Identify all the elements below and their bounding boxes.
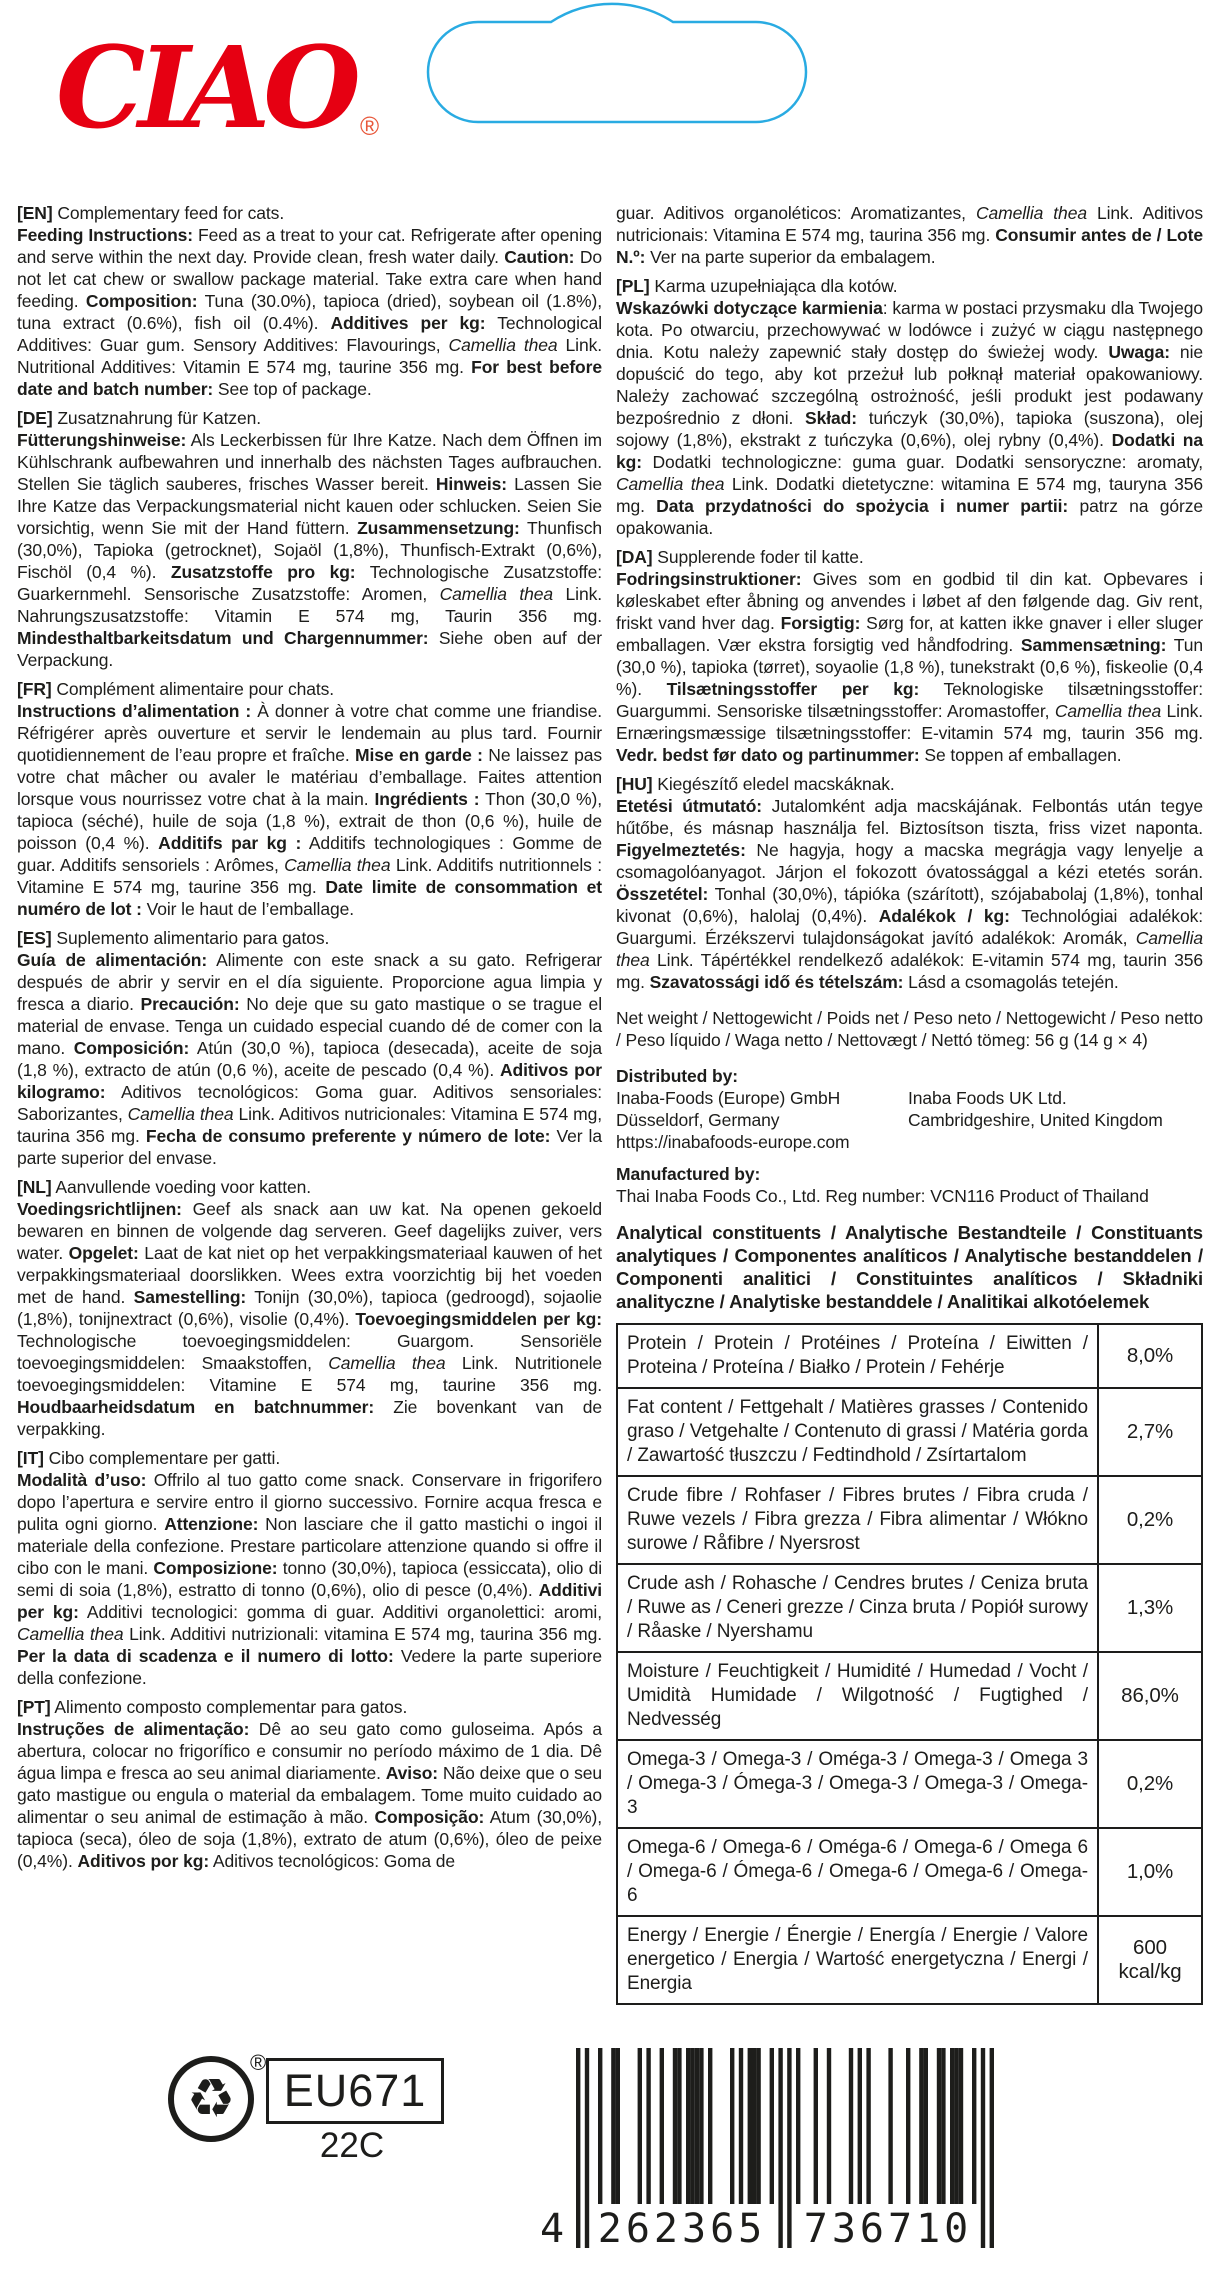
constituent-label: Omega-3 / Omega-3 / Oméga-3 / Omega-3 / Omega 3 / Omega-3 / Ómega-3 / Omega-3 / Omega-3 / Omega-3 xyxy=(617,1740,1098,1828)
fr-intro: [FR] Complément alimentaire pour chats. xyxy=(17,679,335,699)
analytical-row xyxy=(617,1324,1202,1388)
constituent-value: 1,3% xyxy=(1098,1564,1202,1652)
distributor-uk xyxy=(908,1087,1203,1153)
distributor-europe xyxy=(616,1087,908,1153)
analytical-row xyxy=(617,1388,1202,1476)
constituent-value: 0,2% xyxy=(1098,1476,1202,1564)
nl-intro: [NL] Aanvullende voeding voor katten. xyxy=(17,1177,311,1197)
address-line: Inaba-Foods (Europe) GmbH xyxy=(616,1088,841,1108)
distributor-block xyxy=(616,1065,1203,1153)
pl-body: Wskazówki dotyczące karmienia: karma w postaci przysmaku dla Twojego kota. Po otwarciu, przechowywać w lodówce i zużyć w ciągu następnego dnia. Kotu należy zapewnić stały dostęp do świeżej wody. Uwaga: nie dopuścić do tego, aby kot przeżuł lub połknął materiał opakowaniowy. Należy zachować szczególną ostrożność, jeśli produkt jest podawany bezpośrednio z dłoni. Skład: tuńczyk (30,0%), tapioka (suszona), olej sojowy (1,8%), ekstrakt z tuńczyka (0,6%), olej rybny (0,4%). Dodatki na kg: Dodatki technologiczne: guma guar. Dodatki sensoryczne: aromaty, Camellia thea Link. Dodatki dietetyczne: witamina E 574 mg, tauryna 356 mg. Data przydatności do spożycia i numer partii: patrz na górze opakowania. xyxy=(616,298,1204,538)
fr-body: Instructions d’alimentation : À donner à votre chat comme une friandise. Réfrigérer après ouverture et servir le lendemain au plus tard. Fournir quotidiennement de l’eau propre et fraîche. Mise en garde : Ne laissez pas votre chat mâcher ou avaler le matériau d’emballage. Faites attention lorsque vous nourrissez votre chat à la main. Ingrédients : Thon (30,0 %), tapioca (séché), huile de soja (1,8 %), extrait de thon (0,6 %), huile de poisson (0,4 %). Additifs par kg : Additifs technologiques : Gomme de guar. Additifs sensoriels : Arômes, Camellia thea Link. Additifs nutritionnels : Vitamine E 574 mg, taurine 356 mg. Date limite de consommation et numéro de lot : Voir le haut de l’emballage. xyxy=(17,701,603,919)
address-line: Cambridgeshire, United Kingdom xyxy=(908,1110,1163,1130)
constituent-label: Crude fibre / Rohfaser / Fibres brutes / Fibra cruda / Ruwe vezels / Fibra grezza / Fibra alimentar / Włókno surowe / Råfibre / Nyersrost xyxy=(617,1476,1098,1564)
hu-body: Etetési útmutató: Jutalomként adja macskájának. Felbontás után tegye hűtőbe, és másnap használja fel. Biztosítson tiszta, friss vizet naponta. Figyelmeztetés: Ne hagyja, hogy a macska megrágja vagy lenyelje a csomagolóanyagot. Járjon el fokozott óvatossággal a kézi etetés során. Összetétel: Tonhal (30,0%), tápióka (szárított), szójababolaj (1,8%), tonhal kivonat (0,6%), halolaj (0,4%). Adalékok / kg: Technológiai adalékok: Guargumi. Érzékszervi tulajdonságokat javító adalékok: Aromák, Camellia thea Link. Tápértékkel rendelkező adalékok: E-vitamin 574 mg, taurin 356 mg. Szavatossági idő és tételszám: Lásd a csomagolás tetején. xyxy=(616,796,1203,992)
address-line: Inaba Foods UK Ltd. xyxy=(908,1088,1067,1108)
analytical-row xyxy=(617,1564,1202,1652)
de-body: Fütterungshinweise: Als Leckerbissen für Ihre Katze. Nach dem Öffnen im Kühlschrank aufbewahren und innerhalb des nächsten Tages aufbrauchen. Stellen Sie täglich sauberes, frisches Wasser bereit. Hinweis: Lassen Sie Ihre Katze das Verpackungsmaterial nicht kauen oder schlucken. Seien Sie vorsichtig, wenn Sie mit der Hand füttern. Zusammensetzung: Thunfisch (30,0%), Tapioka (getrocknet), Sojaöl (1,8%), Thunfisch-Extrakt (0,6%), Fischöl (0,4 %). Zusatzstoffe pro kg: Technologische Zusatzstoffe: Guarkernmehl. Sensorische Zusatzstoffe: Aromen, Camellia thea Link. Nahrungszusatzstoffe: Vitamin E 574 mg, Taurin 356 mg. Mindesthaltbarkeitsdatum und Chargennummer: Siehe oben auf der Verpackung. xyxy=(17,430,602,670)
constituent-value: 8,0% xyxy=(1098,1324,1202,1388)
it-body: Modalità d’uso: Offrilo al tuo gatto come snack. Conservare in frigorifero dopo l’apertura e servire entro il giorno successivo. Fornire acqua fresca e pulita ogni giorno. Attenzione: Non lasciare che il gatto mastichi o ingoi il materiale della confezione. Prestare particolare attenzione quando si offre il cibo con le mani. Composizione: tonno (30,0%), tapioca (essiccata), olio di semi di soia (1,8%), estratto di tonno (0,6%), olio di pesce (0,4%). Additivi per kg: Additivi tecnologici: gomma di guar. Additivi organolettici: aromi, Camellia thea Link. Additivi nutrizionali: vitamina E 574 mg, taurina 356 mg. Per la data di scadenza e il numero di lotto: Vedere la parte superiore della confezione. xyxy=(17,1470,602,1688)
pl-intro: [PL] Karma uzupełniająca dla kotów. xyxy=(616,276,898,296)
text-column-right xyxy=(616,202,1203,2005)
analytical-row xyxy=(617,1916,1202,2004)
registered-trademark-icon: ® xyxy=(250,2050,267,2075)
batch-code: 22C xyxy=(319,2126,385,2165)
address-line: Düsseldorf, Germany xyxy=(616,1110,780,1130)
analytical-row xyxy=(617,1476,1202,1564)
constituent-label: Crude ash / Rohasche / Cendres brutes / Ceniza bruta / Ruwe as / Ceneri grezze / Cinza bruta / Popiół surowy / Råaske / Nyershamu xyxy=(617,1564,1098,1652)
da-body: Fodringsinstruktioner: Gives som en godbid til din kat. Opbevares i køleskabet efter åbning og anvendes i løbet af den følgende dag. Giv rent, friskt vand hver dag. Forsigtig: Sørg for, at katten ikke gnaver i eller sluger emballagen. Vær ekstra forsigtig ved håndfodring. Sammensætning: Tun (30,0 %), tapioka (tørret), soyaolie (1,8 %), tunekstrakt (0,6 %), fiskeolie (0,4 %). Tilsætningsstoffer per kg: Teknologiske tilsætningsstoffer: Guargummi. Sensoriske tilsætningsstoffer: Aromastoffer, Camellia thea Link. Ernæringsmæssige tilsætningsstoffer: E-vitamin 574 mg, taurin 356 mg. Vedr. bedst før dato og partinummer: Se toppen af emballagen. xyxy=(616,569,1203,765)
constituent-label: Moisture / Feuchtigkeit / Humidité / Humedad / Vocht / Umidità Humidade / Wilgotność / Fugtighed / Nedvesség xyxy=(617,1652,1098,1740)
constituent-value: 2,7% xyxy=(1098,1388,1202,1476)
registered-trademark-icon: ® xyxy=(360,111,380,141)
it-intro: [IT] Cibo complementare per gatti. xyxy=(17,1448,281,1468)
constituent-label: Omega-6 / Omega-6 / Oméga-6 / Omega-6 / Omega 6 / Omega-6 / Ómega-6 / Omega-6 / Omega-6 / Omega-6 xyxy=(617,1828,1098,1916)
constituent-value: 600 kcal/kg xyxy=(1098,1916,1202,2004)
certification-code-box: EU671 xyxy=(266,2058,444,2124)
en-intro: [EN] Complementary feed for cats. xyxy=(17,203,285,223)
address-line: https://inabafoods-europe.com xyxy=(616,1132,850,1152)
barcode-digit-group2: 736710 xyxy=(803,2206,973,2252)
ciao-brand-logo xyxy=(56,14,379,174)
constituent-label: Protein / Protein / Protéines / Proteína / Eiwitten / Proteina / Proteína / Białko / Protein / Fehérje xyxy=(617,1324,1098,1388)
hu-intro: [HU] Kiegészítő eledel macskáknak. xyxy=(616,774,895,794)
analytical-constituents-heading: Analytical constituents / Analytische Bestandteile / Constituants analytiques / Componentes analíticos / Analytische bestanddelen / Componenti analitici / Constituintes analíticos / Składniki analityczne / Analytiske bestanddele / Analitikai alkotóelemek xyxy=(616,1222,1203,1312)
analytical-row xyxy=(617,1652,1202,1740)
pt-body-left: Instruções de alimentação: Dê ao seu gato como guloseima. Após a abertura, colocar no frigorífico e consumir no período máximo de 1 dia. Dê água limpa e fresca ao seu animal diariamente. Aviso: Não deixe que o seu gato mastigue ou engula o material da embalagem. Tome muito cuidado ao alimentar o seu animal de estimação à mão. Composição: Atum (30,0%), tapioca (seca), óleo de soja (1,8%), extrato de atum (0,6%), óleo de peixe (0,4%). Aditivos por kg: Aditivos tecnológicos: Goma de xyxy=(17,1719,603,1871)
constituent-label: Energy / Energie / Énergie / Energía / Energie / Valore energetico / Energia / Wartość energetyczna / Energi / Energia xyxy=(617,1916,1098,2004)
es-intro: [ES] Suplemento alimentario para gatos. xyxy=(17,928,330,948)
barcode-digits xyxy=(540,2204,994,2254)
de-intro: [DE] Zusatznahrung für Katzen. xyxy=(17,408,262,428)
text-column-left xyxy=(17,202,602,1872)
constituent-value: 86,0% xyxy=(1098,1652,1202,1740)
barcode-digit-group1: 262365 xyxy=(597,2206,767,2252)
analytical-constituents-table xyxy=(616,1323,1203,2005)
analytical-row xyxy=(617,1740,1202,1828)
es-body: Guía de alimentación: Alimente con este snack a su gato. Refrigerar después de abrir y servir en el día siguiente. Proporcione agua limpia y fresca a diario. Precaución: No deje que su gato mastique o se trague el material de envase. Tenga un cuidado especial cuando dé de comer con la mano. Composición: Atún (30,0 %), tapioca (desecada), aceite de soja (1,8 %), extracto de atún (0,6 %), aceite de pescado (0,4 %). Aditivos por kilogramo: Aditivos tecnológicos: Goma guar. Aditivos sensoriales: Saborizantes, Camellia thea Link. Aditivos nutricionales: Vitamina E 574 mg, taurina 356 mg. Fecha de consumo preferente y número de lote: Ver la parte superior del envase. xyxy=(17,950,602,1168)
pt-body-continued: guar. Aditivos organoléticos: Aromatizantes, Camellia thea Link. Aditivos nutricionais: Vitamina E 574 mg, taurina 356 mg. Consumir antes de / Lote N.º: Ver na parte superior da embalagem. xyxy=(616,203,1204,267)
pt-intro: [PT] Alimento composto complementar para gatos. xyxy=(17,1697,408,1717)
da-intro: [DA] Supplerende foder til katte. xyxy=(616,547,864,567)
constituent-label: Fat content / Fettgehalt / Matières grasses / Contenido graso / Vetgehalte / Contenuto di grassi / Matéria gorda / Zawartość tłuszczu / Fedtindhold / Zsírtartalom xyxy=(617,1388,1098,1476)
distributed-by-heading: Distributed by: xyxy=(616,1066,738,1086)
en-body: Feeding Instructions: Feed as a treat to your cat. Refrigerate after opening and serve within the next day. Provide clean, fresh water daily. Caution: Do not let cat chew or swallow package material. Take extra care when hand feeding. Composition: Tuna (30.0%), tapioca (dried), soybean oil (1.8%), tuna extract (0.6%), fish oil (0.4%). Additives per kg: Technological Additives: Guar gum. Sensory Additives: Flavourings, Camellia thea Link. Nutritional Additives: Vitamin E 574 mg, taurine 356 mg. For best before date and batch number: See top of package. xyxy=(17,225,603,399)
green-dot-recycling-icon xyxy=(168,2050,267,2146)
analytical-row xyxy=(617,1828,1202,1916)
ciao-logo-text: CIAO xyxy=(56,23,354,154)
constituent-value: 0,2% xyxy=(1098,1740,1202,1828)
manufacturer-block xyxy=(616,1163,1203,1207)
nl-body: Voedingsrichtlijnen: Geef als snack aan uw kat. Na openen gekoeld bewaren en binnen de volgende dag serveren. Geef dagelijks zuiver, vers water. Opgelet: Laat de kat niet op het verpakkingsmateriaal kauwen of het verpakkingsmateriaal doorslikken. Wees extra voorzichtig bij het voeden met de hand. Samestelling: Tonijn (30,0%), tapioca (gedroogd), sojaolie (1,8%), tonijnextract (0,6%), visolie (0,4%). Toevoegingsmiddelen per kg: Technologische toevoegingsmiddelen: Guargom. Sensoriële toevoegingsmiddelen: Smaakstoffen, Camellia thea Link. Nutritionele toevoegingsmiddelen: Vitamine E 574 mg, taurine 356 mg. Houdbaarheidsdatum en batchnummer: Zie bovenkant van de verpakking. xyxy=(17,1199,603,1439)
net-weight-statement: Net weight / Nettogewicht / Poids net / Peso neto / Nettogewicht / Peso netto / Peso líquido / Waga netto / Nettovægt / Nettó tömeg: 56 g (14 g × 4) xyxy=(616,1008,1203,1050)
recycle-arrows-icon: ♻ xyxy=(168,2056,254,2142)
right-language-blocks xyxy=(616,202,1203,993)
manufactured-by-heading: Manufactured by: xyxy=(616,1164,761,1184)
manufacturer-line: Thai Inaba Foods Co., Ltd. Reg number: VCN116 Product of Thailand xyxy=(616,1186,1149,1206)
ean13-barcode xyxy=(540,2048,994,2260)
constituent-value: 1,0% xyxy=(1098,1828,1202,1916)
barcode-digit-first: 4 xyxy=(540,2206,565,2252)
hang-tab-diecut-outline-icon xyxy=(420,0,820,140)
